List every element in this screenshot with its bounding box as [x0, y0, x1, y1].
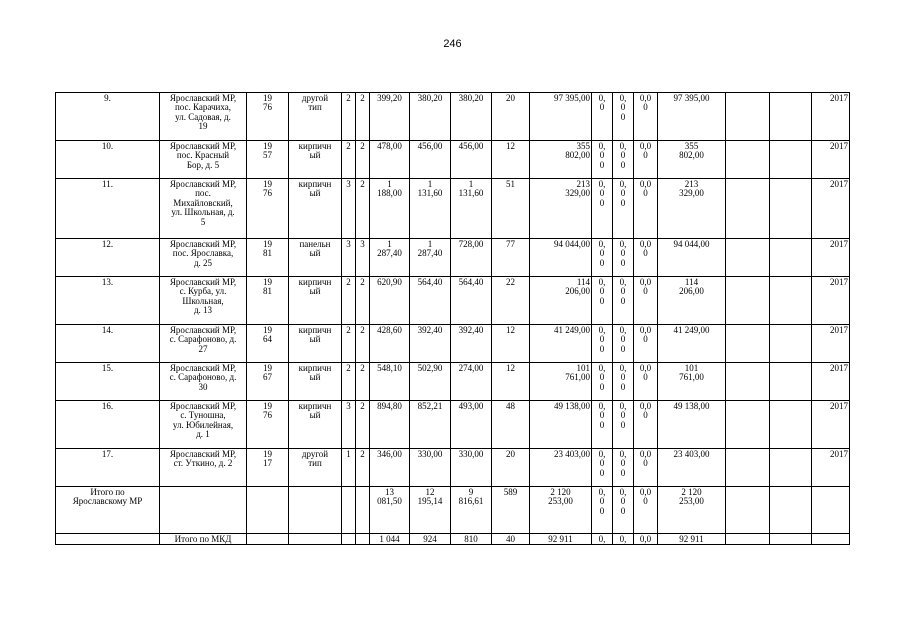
empty-cell — [247, 534, 289, 545]
empty-cell — [247, 487, 289, 534]
residents-cell: 20 — [492, 93, 530, 141]
residents-cell: 51 — [492, 179, 530, 239]
empty-cell — [342, 534, 356, 545]
total-cost-cell: 92 911 — [530, 534, 592, 545]
empty-cell — [770, 534, 812, 545]
residents-cell: 48 — [492, 401, 530, 449]
empty-cell — [289, 534, 342, 545]
total-c3-cell: 0,0 0 — [634, 487, 658, 534]
funding-cell-2: 0, 0 0 — [613, 277, 634, 325]
total-row-district — [56, 487, 850, 534]
wall-material-cell: кирпичн ый — [289, 179, 342, 239]
plan-year-cell: 2017 — [812, 401, 850, 449]
total-area-cell: 1 287,40 — [370, 239, 410, 277]
entrances-cell: 2 — [356, 277, 370, 325]
table-row — [56, 449, 850, 487]
row-number: 11. — [56, 179, 160, 239]
funding-cell-1: 0, 0 0 — [592, 363, 613, 401]
table-row — [56, 179, 850, 239]
cost-cell: 23 403,00 — [530, 449, 592, 487]
empty-cell — [726, 487, 770, 534]
page-number: 246 — [443, 38, 462, 50]
wall-material-cell: кирпичн ый — [289, 277, 342, 325]
empty-cell — [770, 239, 812, 277]
total-cost-cell: 94 044,00 — [658, 239, 726, 277]
empty-cell — [770, 179, 812, 239]
empty-cell — [770, 363, 812, 401]
year-built-cell: 19 57 — [247, 141, 289, 179]
total-c2-cell: 0, — [613, 534, 634, 545]
total-cost-cell: 101 761,00 — [658, 363, 726, 401]
residents-cell: 12 — [492, 363, 530, 401]
funding-cell-2: 0, 0 0 — [613, 325, 634, 363]
total-area-b-cell: 810 — [451, 534, 492, 545]
floors-cell: 2 — [342, 277, 356, 325]
residential-area-cell: 392,40 — [451, 325, 492, 363]
funding-cell-3: 0,0 0 — [634, 449, 658, 487]
funding-cell-1: 0, 0 — [592, 93, 613, 141]
funding-cell-3: 0,0 0 — [634, 401, 658, 449]
residential-area-cell: 456,00 — [451, 141, 492, 179]
area-cell: 392,40 — [410, 325, 451, 363]
total-c2-cell: 0, 0 0 — [613, 487, 634, 534]
plan-year-cell: 2017 — [812, 363, 850, 401]
table-row — [56, 325, 850, 363]
plan-year-cell: 2017 — [812, 239, 850, 277]
funding-cell-2: 0, 0 0 — [613, 141, 634, 179]
wall-material-cell: кирпичн ый — [289, 141, 342, 179]
funding-cell-2: 0, 0 0 — [613, 449, 634, 487]
total-label: Итого по Ярославскому МР — [56, 487, 160, 534]
table-row — [56, 141, 850, 179]
row-number: 9. — [56, 93, 160, 141]
total-cost-cell: 97 395,00 — [658, 93, 726, 141]
table-row — [56, 363, 850, 401]
funding-cell-2: 0, 0 0 — [613, 179, 634, 239]
plan-year-cell: 2017 — [812, 179, 850, 239]
floors-cell: 2 — [342, 363, 356, 401]
total-area-cell: 428,60 — [370, 325, 410, 363]
wall-material-cell: другой тип — [289, 93, 342, 141]
total-area-total-cell: 13 081,50 — [370, 487, 410, 534]
empty-cell — [289, 487, 342, 534]
empty-cell — [726, 141, 770, 179]
plan-year-cell: 2017 — [812, 93, 850, 141]
address-cell: Ярославский МР, ст. Уткино, д. 2 — [160, 449, 247, 487]
cost-cell: 97 395,00 — [530, 93, 592, 141]
residential-area-cell: 274,00 — [451, 363, 492, 401]
address-cell: Ярославский МР, пос. Карачиха, ул. Садовая, д. 19 — [160, 93, 247, 141]
cost-cell: 94 044,00 — [530, 239, 592, 277]
empty-cell — [770, 325, 812, 363]
row-number: 10. — [56, 141, 160, 179]
empty-cell — [726, 239, 770, 277]
funding-cell-2: 0, 0 0 — [613, 363, 634, 401]
funding-cell-1: 0, 0 0 — [592, 179, 613, 239]
cost-cell: 213 329,00 — [530, 179, 592, 239]
funding-cell-2: 0, 0 0 — [613, 401, 634, 449]
entrances-cell: 2 — [356, 363, 370, 401]
address-cell: Ярославский МР, пос. Ярославка, д. 25 — [160, 239, 247, 277]
funding-cell-2: 0, 0 0 — [613, 93, 634, 141]
area-cell: 380,20 — [410, 93, 451, 141]
residents-cell: 77 — [492, 239, 530, 277]
wall-material-cell: кирпичн ый — [289, 401, 342, 449]
total-area-cell: 620,90 — [370, 277, 410, 325]
cost-cell: 114 206,00 — [530, 277, 592, 325]
housing-register-table — [55, 92, 850, 545]
total-cost-cell: 213 329,00 — [658, 179, 726, 239]
total-cost-cell: 41 249,00 — [658, 325, 726, 363]
total-cost-cell: 355 802,00 — [658, 141, 726, 179]
total-area-total-cell: 1 044 — [370, 534, 410, 545]
row-number: 16. — [56, 401, 160, 449]
empty-cell — [160, 487, 247, 534]
entrances-cell: 2 — [356, 179, 370, 239]
empty-cell — [726, 534, 770, 545]
total-cost-cell: 23 403,00 — [658, 449, 726, 487]
funding-cell-3: 0,0 0 — [634, 179, 658, 239]
funding-cell-1: 0, 0 0 — [592, 141, 613, 179]
empty-cell — [770, 277, 812, 325]
address-cell: Ярославский МР, с. Туношна, ул. Юбилейная, д. 1 — [160, 401, 247, 449]
table-row — [56, 401, 850, 449]
empty-cell — [342, 487, 356, 534]
empty-cell — [726, 277, 770, 325]
total-label: Итого по МКД — [160, 534, 247, 545]
plan-year-cell: 2017 — [812, 141, 850, 179]
funding-cell-3: 0,0 0 — [634, 325, 658, 363]
table-row — [56, 277, 850, 325]
entrances-cell: 2 — [356, 141, 370, 179]
funding-cell-1: 0, 0 0 — [592, 277, 613, 325]
total-cost-cell: 49 138,00 — [658, 401, 726, 449]
wall-material-cell: панельн ый — [289, 239, 342, 277]
year-built-cell: 19 64 — [247, 325, 289, 363]
empty-cell — [770, 141, 812, 179]
empty-cell — [356, 487, 370, 534]
wall-material-cell: другой тип — [289, 449, 342, 487]
total-area-cell: 894,80 — [370, 401, 410, 449]
area-cell: 1 287,40 — [410, 239, 451, 277]
empty-cell — [770, 487, 812, 534]
empty-cell — [726, 179, 770, 239]
floors-cell: 3 — [342, 179, 356, 239]
funding-cell-3: 0,0 0 — [634, 93, 658, 141]
empty-cell — [770, 401, 812, 449]
table-row — [56, 93, 850, 141]
cost-cell: 41 249,00 — [530, 325, 592, 363]
entrances-cell: 3 — [356, 239, 370, 277]
total-area-cell: 548,10 — [370, 363, 410, 401]
floors-cell: 1 — [342, 449, 356, 487]
empty-cell — [726, 93, 770, 141]
wall-material-cell: кирпичн ый — [289, 325, 342, 363]
address-cell: Ярославский МР, пос. Красный Бор, д. 5 — [160, 141, 247, 179]
row-number: 14. — [56, 325, 160, 363]
empty-cell — [356, 534, 370, 545]
residential-area-cell: 380,20 — [451, 93, 492, 141]
address-cell: Ярославский МР, с. Сарафоново, д. 27 — [160, 325, 247, 363]
empty-cell — [56, 534, 160, 545]
table-body — [56, 93, 850, 545]
floors-cell: 2 — [342, 93, 356, 141]
area-cell: 456,00 — [410, 141, 451, 179]
empty-cell — [726, 363, 770, 401]
plan-year-cell: 2017 — [812, 325, 850, 363]
empty-cell — [812, 534, 850, 545]
entrances-cell: 2 — [356, 93, 370, 141]
area-cell: 502,90 — [410, 363, 451, 401]
empty-cell — [812, 487, 850, 534]
entrances-cell: 2 — [356, 325, 370, 363]
empty-cell — [770, 93, 812, 141]
residential-area-cell: 564,40 — [451, 277, 492, 325]
address-cell: Ярославский МР, с. Курба, ул. Школьная, д. 13 — [160, 277, 247, 325]
entrances-cell: 2 — [356, 449, 370, 487]
wall-material-cell: кирпичн ый — [289, 363, 342, 401]
total-area-a-cell: 12 195,14 — [410, 487, 451, 534]
funding-cell-3: 0,0 0 — [634, 363, 658, 401]
total-residents-cell: 40 — [492, 534, 530, 545]
total-area-a-cell: 924 — [410, 534, 451, 545]
plan-year-cell: 2017 — [812, 277, 850, 325]
total-cost-cell: 2 120 253,00 — [530, 487, 592, 534]
residential-area-cell: 493,00 — [451, 401, 492, 449]
total-residents-cell: 589 — [492, 487, 530, 534]
floors-cell: 2 — [342, 325, 356, 363]
area-cell: 330,00 — [410, 449, 451, 487]
year-built-cell: 19 76 — [247, 93, 289, 141]
row-number: 13. — [56, 277, 160, 325]
year-built-cell: 19 76 — [247, 401, 289, 449]
entrances-cell: 2 — [356, 401, 370, 449]
year-built-cell: 19 17 — [247, 449, 289, 487]
total-c1-cell: 0, 0 0 — [592, 487, 613, 534]
row-number: 15. — [56, 363, 160, 401]
total-area-cell: 478,00 — [370, 141, 410, 179]
total-row-mkd — [56, 534, 850, 545]
residential-area-cell: 330,00 — [451, 449, 492, 487]
total-c1-cell: 0, — [592, 534, 613, 545]
area-cell: 852,21 — [410, 401, 451, 449]
total-area-cell: 399,20 — [370, 93, 410, 141]
residents-cell: 12 — [492, 325, 530, 363]
funding-cell-3: 0,0 0 — [634, 239, 658, 277]
floors-cell: 3 — [342, 401, 356, 449]
residential-area-cell: 728,00 — [451, 239, 492, 277]
cost-cell: 49 138,00 — [530, 401, 592, 449]
residents-cell: 22 — [492, 277, 530, 325]
table-row — [56, 239, 850, 277]
year-built-cell: 19 81 — [247, 277, 289, 325]
empty-cell — [770, 449, 812, 487]
funding-cell-1: 0, 0 0 — [592, 239, 613, 277]
cost-cell: 355 802,00 — [530, 141, 592, 179]
row-number: 12. — [56, 239, 160, 277]
area-cell: 1 131,60 — [410, 179, 451, 239]
funding-cell-3: 0,0 0 — [634, 141, 658, 179]
total-area-b-cell: 9 816,61 — [451, 487, 492, 534]
plan-year-cell: 2017 — [812, 449, 850, 487]
funding-cell-2: 0, 0 0 — [613, 239, 634, 277]
total-sum-cell: 2 120 253,00 — [658, 487, 726, 534]
address-cell: Ярославский МР, пос. Михайловский, ул. Школьная, д. 5 — [160, 179, 247, 239]
funding-cell-1: 0, 0 0 — [592, 449, 613, 487]
residents-cell: 12 — [492, 141, 530, 179]
funding-cell-1: 0, 0 0 — [592, 325, 613, 363]
total-c3-cell: 0,0 — [634, 534, 658, 545]
year-built-cell: 19 76 — [247, 179, 289, 239]
residential-area-cell: 1 131,60 — [451, 179, 492, 239]
funding-cell-3: 0,0 0 — [634, 277, 658, 325]
total-area-cell: 1 188,00 — [370, 179, 410, 239]
total-sum-cell: 92 911 — [658, 534, 726, 545]
cost-cell: 101 761,00 — [530, 363, 592, 401]
floors-cell: 3 — [342, 239, 356, 277]
row-number: 17. — [56, 449, 160, 487]
residents-cell: 20 — [492, 449, 530, 487]
empty-cell — [726, 325, 770, 363]
total-area-cell: 346,00 — [370, 449, 410, 487]
empty-cell — [726, 449, 770, 487]
empty-cell — [726, 401, 770, 449]
year-built-cell: 19 81 — [247, 239, 289, 277]
total-cost-cell: 114 206,00 — [658, 277, 726, 325]
area-cell: 564,40 — [410, 277, 451, 325]
floors-cell: 2 — [342, 141, 356, 179]
year-built-cell: 19 67 — [247, 363, 289, 401]
address-cell: Ярославский МР, с. Сарафоново, д. 30 — [160, 363, 247, 401]
funding-cell-1: 0, 0 0 — [592, 401, 613, 449]
